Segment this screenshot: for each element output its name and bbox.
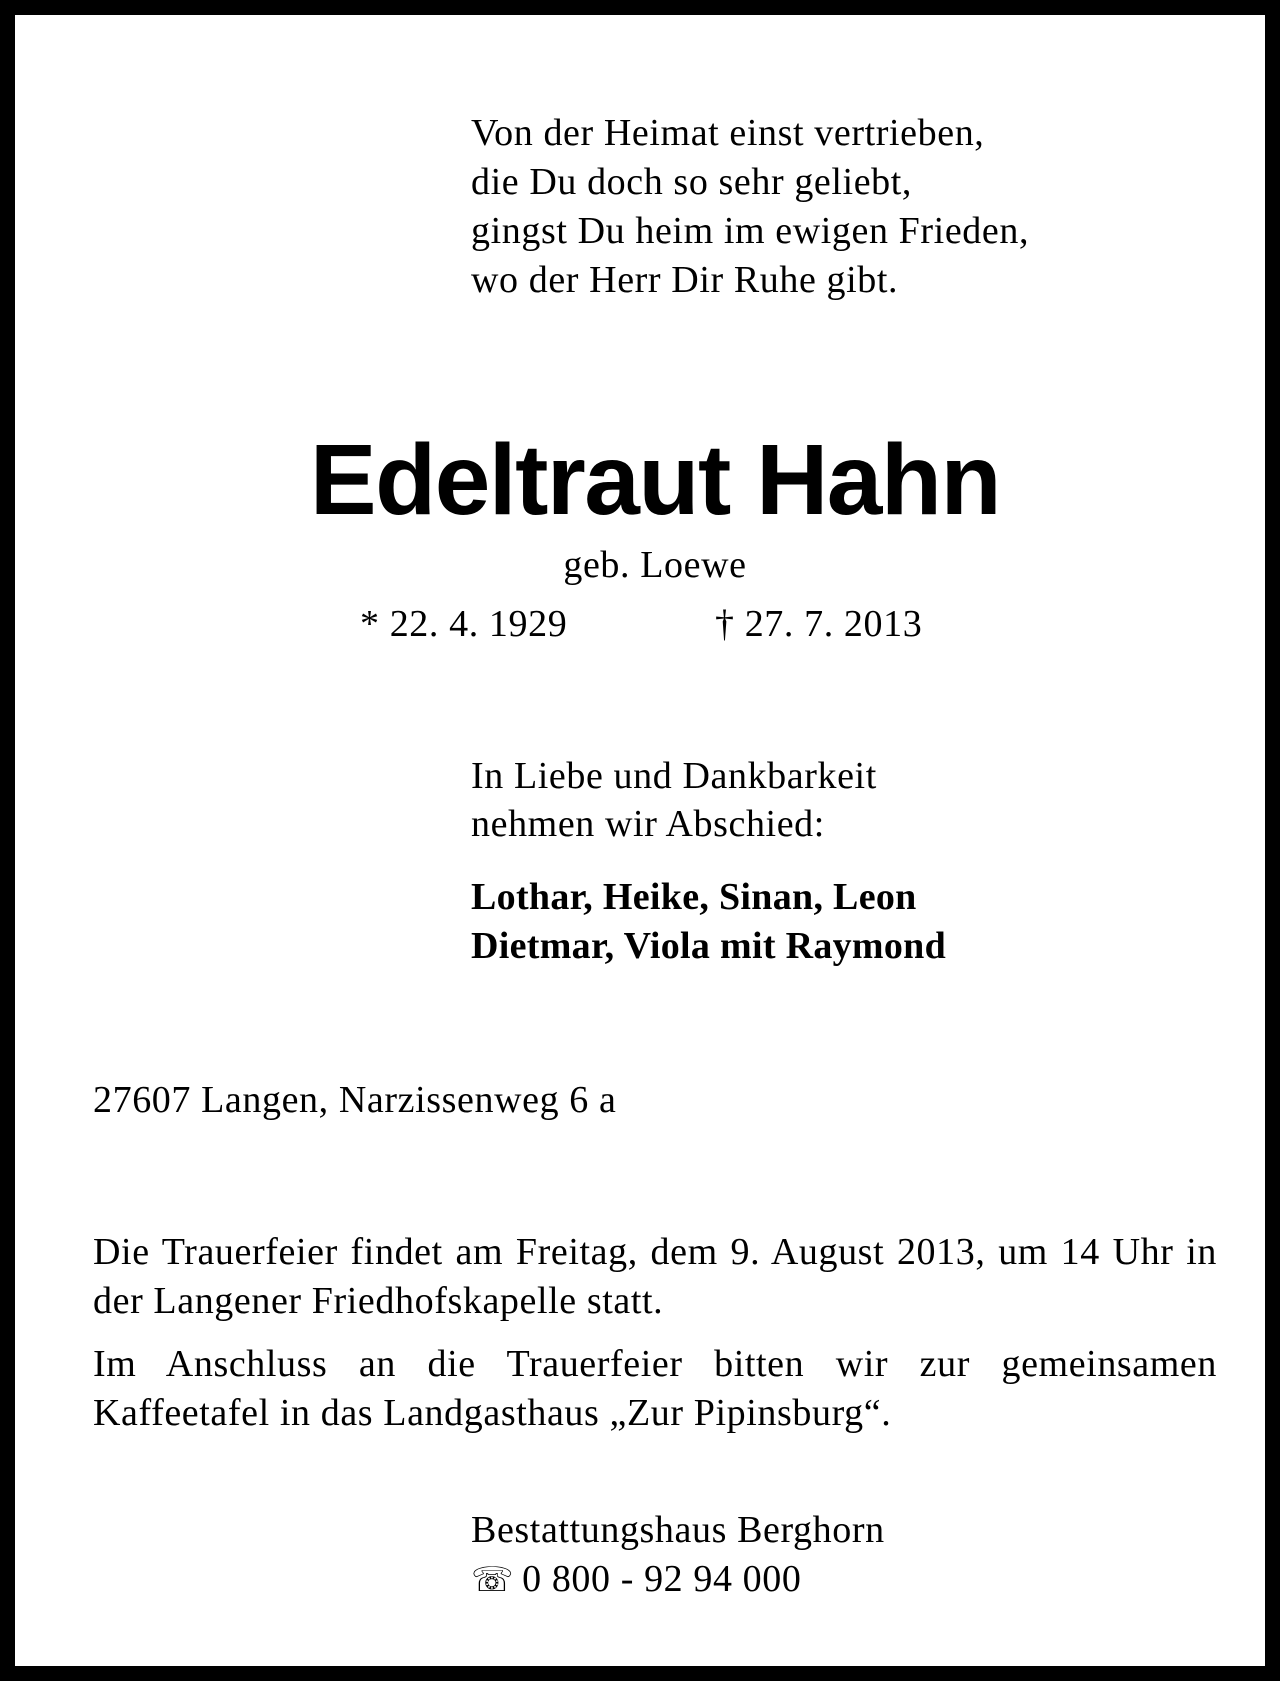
ceremony-paragraph: Die Trauerfeier findet am Freitag, dem 9. August 2013, um 14 Uhr in der Langener Friedhofskapelle statt. [93,1231,1217,1322]
poem-line: wo der Herr Dir Ruhe gibt. [471,259,899,301]
birth-date: * 22. 4. 1929 [360,603,568,645]
telephone-icon: ☏ [471,1560,515,1600]
undertaker-name: Bestattungshaus Berghorn [471,1509,885,1551]
undertaker-phone-line [471,1555,885,1605]
family-line: Dietmar, Viola mit Raymond [471,925,947,967]
family-line: Lothar, Heike, Sinan, Leon [471,876,917,918]
address: 27607 Langen, Narzissenweg 6 a [93,1079,617,1121]
poem-line: die Du doch so sehr geliebt, [471,161,913,203]
undertaker [471,1506,885,1605]
deceased-name: Edeltraut Hahn [309,424,1001,536]
farewell-text [471,752,877,848]
undertaker-phone: 0 800 - 92 94 000 [522,1558,802,1600]
farewell-line: nehmen wir Abschied: [471,803,825,845]
poem-line: Von der Heimat einst vertrieben, [471,112,985,154]
poem [471,109,1029,305]
death-date: † 27. 7. 2013 [715,603,923,645]
farewell-line: In Liebe und Dankbarkeit [471,755,877,797]
reception-paragraph: Im Anschluss an die Trauerfeier bitten wir zur gemeinsamen Kaffeetafel in das Landgasthaus „Zur Pipinsburg“. [93,1343,1217,1434]
family-names [471,873,946,971]
maiden-name: geb. Loewe [563,544,747,586]
poem-line: gingst Du heim im ewigen Frieden, [471,210,1030,252]
